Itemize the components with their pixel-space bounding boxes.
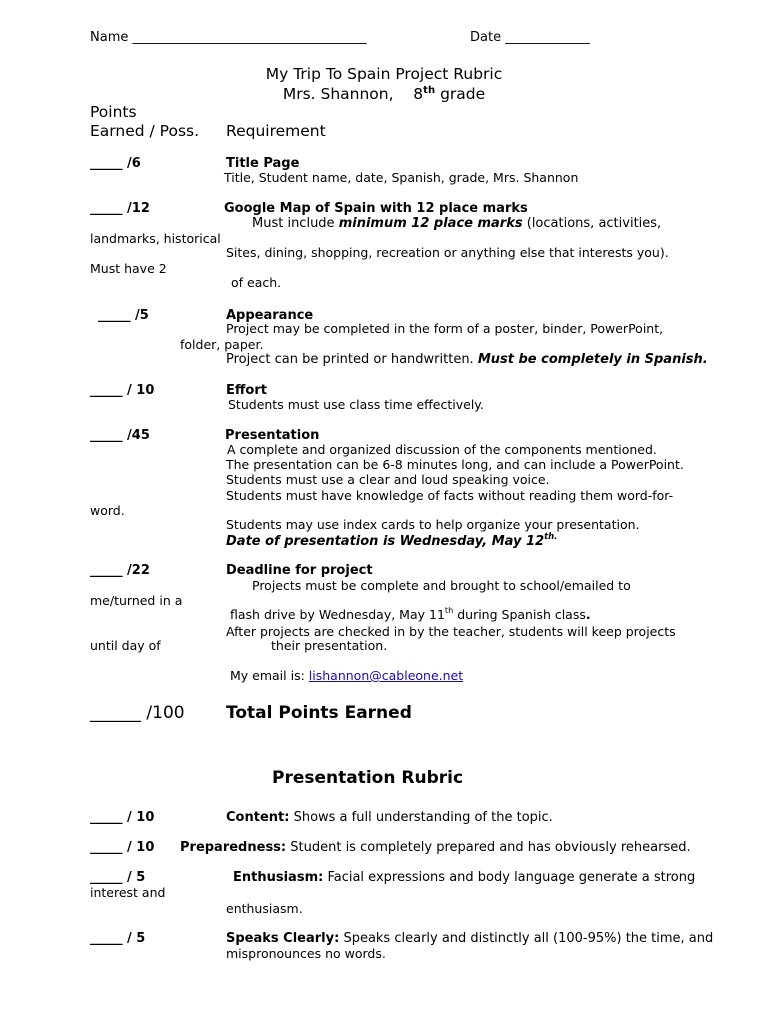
presentation-score: _____ /45: [90, 428, 150, 443]
google-map-line5: of each.: [231, 275, 282, 290]
google-map-line2: landmarks, historical: [90, 231, 221, 246]
teacher-name: Mrs. Shannon,: [282, 85, 394, 103]
email-link[interactable]: lishannon@cableone.net: [308, 668, 464, 683]
deadline-line5-right: their presentation.: [271, 638, 388, 653]
deadline-line3-post: during Spanish class: [453, 607, 586, 622]
total-score: ______ /100: [90, 703, 185, 723]
date-field-label: Date _____________: [470, 30, 590, 45]
grade-word: grade: [440, 85, 486, 103]
enthusiasm-line3: enthusiasm.: [226, 901, 303, 916]
appearance-line2: folder, paper.: [180, 337, 264, 352]
speaks-clearly-score: _____ / 5: [90, 931, 146, 946]
presentation-line5: word.: [90, 503, 125, 518]
presentation-line1: A complete and organized discussion of the components mentioned.: [227, 442, 657, 457]
effort-score: _____ / 10: [90, 383, 155, 398]
presentation-date-suffix: th.: [544, 531, 558, 541]
deadline-line2: me/turned in a: [90, 593, 183, 608]
presentation-heading: Presentation: [225, 428, 320, 443]
preparedness-label: Preparedness:: [180, 840, 287, 855]
preparedness-criterion: [180, 841, 691, 854]
speaks-clearly-text: Speaks clearly and distinctly all (100-95%) the time, and: [343, 931, 714, 946]
document-title: My Trip To Spain Project Rubric: [265, 65, 503, 83]
google-map-line1-post: (locations, activities,: [526, 216, 662, 231]
requirement-column-header: Requirement: [226, 122, 326, 140]
effort-heading: Effort: [226, 383, 267, 398]
deadline-score: _____ /22: [90, 563, 150, 578]
content-criterion: [226, 811, 553, 824]
google-map-line1: [252, 217, 661, 230]
deadline-line3-pre: flash drive by Wednesday, May 11: [230, 607, 445, 622]
grade-suffix: th: [423, 85, 436, 96]
presentation-rubric-title: Presentation Rubric: [272, 768, 464, 788]
presentation-date-text: Date of presentation is Wednesday, May 12: [226, 534, 545, 549]
email-line: [230, 670, 463, 683]
content-score: _____ / 10: [90, 810, 155, 825]
points-column-header: Points: [90, 103, 137, 121]
earned-possible-column-header: Earned / Poss.: [90, 122, 200, 140]
appearance-line3-emphasis: Must be completely in Spanish.: [477, 352, 708, 367]
enthusiasm-line2: interest and: [90, 885, 166, 900]
google-map-line3: Sites, dining, shopping, recreation or anything else that interests you).: [226, 245, 669, 260]
deadline-line4: After projects are checked in by the teacher, students will keep projects: [226, 624, 676, 639]
appearance-score: _____ /5: [98, 308, 149, 323]
deadline-line1: Projects must be complete and brought to school/emailed to: [252, 578, 631, 593]
presentation-date: [226, 531, 558, 549]
name-field-label: Name ____________________________________: [90, 30, 367, 45]
enthusiasm-label: Enthusiasm:: [233, 870, 324, 885]
speaks-clearly-line2: mispronounces no words.: [226, 946, 386, 961]
google-map-line1-emphasis: minimum 12 place marks: [338, 216, 523, 231]
deadline-line5-left: until day of: [90, 638, 161, 653]
enthusiasm-text: Facial expressions and body language generate a strong: [327, 870, 696, 885]
google-map-line4: Must have 2: [90, 261, 167, 276]
deadline-heading: Deadline for project: [226, 563, 373, 578]
document-subtitle: [0, 87, 768, 103]
email-label: My email is:: [230, 668, 305, 683]
appearance-heading: Appearance: [226, 308, 314, 323]
appearance-line3-pre: Project can be printed or handwritten.: [226, 352, 474, 367]
deadline-line3-period: .: [585, 607, 591, 622]
presentation-line4: Students must have knowledge of facts without reading them word-for-: [226, 488, 674, 503]
appearance-line1: Project may be completed in the form of a poster, binder, PowerPoint,: [226, 321, 664, 336]
title-page-score: _____ /6: [90, 156, 141, 171]
title-page-detail: Title, Student name, date, Spanish, grade, Mrs. Shannon: [224, 170, 579, 185]
google-map-line1-pre: Must include: [252, 216, 335, 231]
total-label: Total Points Earned: [226, 703, 412, 723]
presentation-line2: The presentation can be 6-8 minutes long, and can include a PowerPoint.: [226, 457, 684, 472]
preparedness-text: Student is completely prepared and has obviously rehearsed.: [290, 840, 691, 855]
presentation-line6: Students may use index cards to help organize your presentation.: [226, 517, 640, 532]
speaks-clearly-label: Speaks Clearly:: [226, 931, 340, 946]
google-map-score: _____ /12: [90, 201, 150, 216]
deadline-line3: [230, 605, 591, 622]
content-label: Content:: [226, 810, 290, 825]
enthusiasm-criterion: [233, 871, 695, 884]
presentation-line3: Students must use a clear and loud speaking voice.: [226, 472, 550, 487]
google-map-heading: Google Map of Spain with 12 place marks: [224, 201, 528, 216]
title-page-heading: Title Page: [226, 156, 300, 171]
grade-number: 8: [413, 85, 424, 103]
content-text: Shows a full understanding of the topic.: [293, 810, 553, 825]
deadline-line3-suffix: th: [444, 605, 454, 615]
enthusiasm-score: _____ / 5: [90, 870, 146, 885]
appearance-line3: [226, 353, 708, 366]
effort-detail: Students must use class time effectively.: [228, 397, 484, 412]
preparedness-score: _____ / 10: [90, 840, 155, 855]
speaks-clearly-criterion: [226, 932, 713, 945]
